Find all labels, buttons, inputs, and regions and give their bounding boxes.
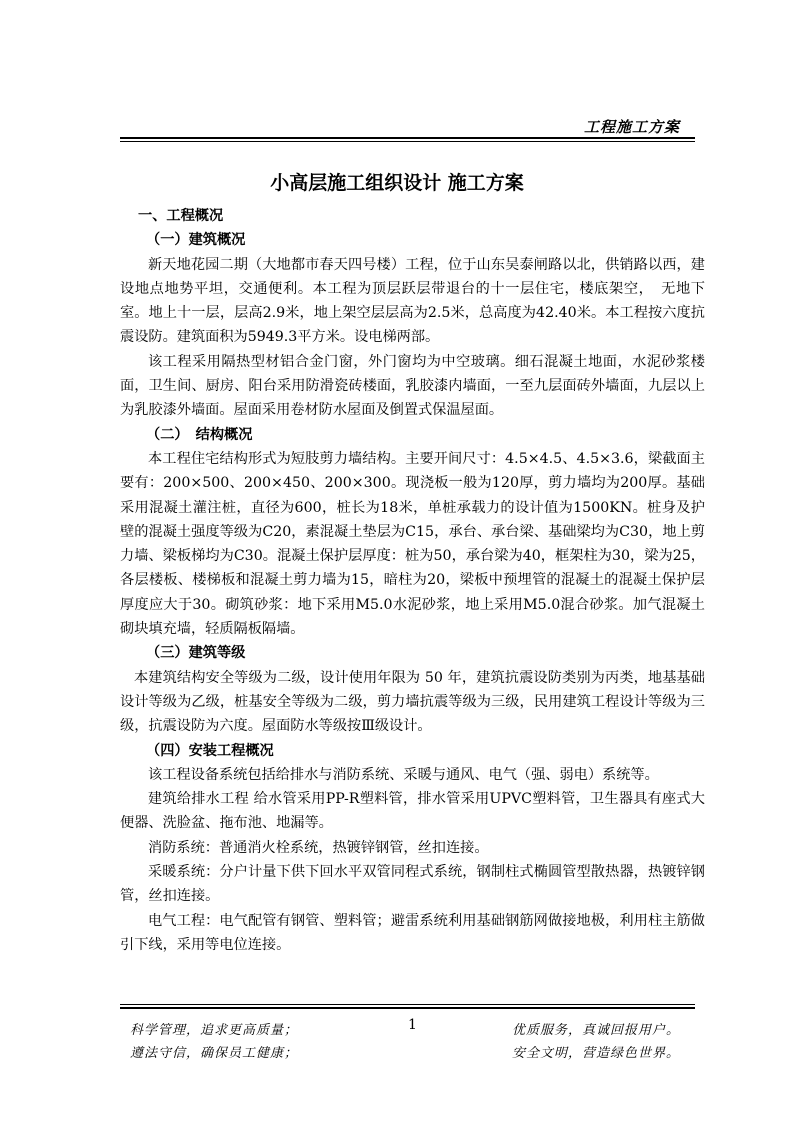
paragraph-structure: 本工程住宅结构形式为短肢剪力墙结构。主要开间尺寸：4.5×4.5、4.5×3.6，梁截面主要有：200×500、200×450、200×300。现浇板一般为120厚，剪力墙均为200厚。基础采用混凝土灌注桩，直径为600，桩长为18米，单桩承载力的设计值为1500KN。桩身及护壁的混凝土强度等级为C20，素混凝土垫层为C15，承台、承台梁、基础梁均为C30，地上剪力墙、梁板梯均为C30。混凝土保护层厚度：桩为50，承台梁为40，框架柱为30，梁为25，各层楼板、楼梯板和混凝土剪力墙为15，暗柱为20，梁板中预埋管的混凝土的混凝土保护层厚度应大于30。砌筑砂浆：地下采用M5.0水泥砂浆，地上采用M5.0混合砂浆。加气混凝土砌块填充墙，轻质隔板隔墙。: [120, 450, 705, 638]
footer-slogan-left-1: 科学管理，追求更高质量；: [130, 1023, 299, 1038]
paragraph-building-2: 该工程采用隔热型材铝合金门窗，外门窗均为中空玻璃。细石混凝土地面，水泥砂浆楼面，卫生间、厨房、阳台采用防滑瓷砖楼面，乳胶漆内墙面，一至九层面砖外墙面，九层以上为乳胶漆外墙面。屋面采用卷材防水屋面及倒置式保温屋面。: [120, 353, 705, 419]
header-title: 工程施工方案: [583, 118, 680, 136]
footer-slogan-right-2: 安全文明，营造绿色世界。: [512, 1046, 681, 1061]
footer-slogan-left-2: 遵法守信，确保员工健康；: [130, 1046, 299, 1061]
document-body: [120, 204, 705, 957]
paragraph-installation-2: 建筑给排水工程 给水管采用PP-R塑料管，排水管采用UPVC塑料管，卫生器具有座式大便器、洗脸盆、拖布池、地漏等。: [120, 791, 705, 832]
header-rule-thin: [120, 141, 695, 142]
paragraph-grade: 本建筑结构安全等级为二级，设计使用年限为 50 年，建筑抗震设防类别为丙类，地基基础设计等级为乙级，桩基安全等级为二级，剪力墙抗震等级为三级，民用建筑工程设计等级为三级，抗震设防为六度。屋面防水等级按Ⅲ级设计。: [120, 669, 705, 735]
footer-rule: [120, 1007, 695, 1009]
paragraph-installation-4: 采暖系统：分户计量下供下回水平双管同程式系统，钢制柱式椭圆管型散热器，热镀锌钢管，丝扣连接。: [120, 864, 705, 905]
footer-rule-thin: [120, 1004, 695, 1005]
header-rule: [120, 137, 695, 139]
subsection-heading-grade: （三）建筑等级: [146, 645, 246, 662]
document-title: 小高层施工组织设计 施工方案: [270, 172, 524, 194]
page-number: 1: [408, 1017, 418, 1033]
paragraph-building-1: 新天地花园二期（大地都市春天四号楼）工程，位于山东吴泰闸路以北，供销路以西，建设地点地势平坦，交通便利。本工程为顶层跃层带退台的十一层住宅，楼底架空， 无地下室。地上十一层，层高2.9米，地上架空层层高为2.5米，总高度为42.40米。本工程按六度抗震设防。建筑面积为5949.3平方米。设电梯两部。: [120, 256, 705, 346]
paragraph-installation-5: 电气工程：电气配管有钢管、塑料管；避雷系统利用基础钢筋网做接地极，利用柱主筋做引下线，采用等电位连接。: [120, 912, 705, 953]
section-heading-overview: 一、工程概况: [138, 208, 224, 224]
subsection-heading-building: （一）建筑概况: [146, 232, 246, 249]
subsection-heading-installation: （四）安装工程概况: [146, 742, 274, 759]
paragraph-installation-1: 该工程设备系统包括给排水与消防系统、采暖与通风、电气（强、弱电）系统等。: [148, 766, 659, 783]
footer-slogan-right-1: 优质服务，真诚回报用户。: [512, 1023, 681, 1038]
subsection-heading-structure: （二） 结构概况: [146, 426, 253, 443]
paragraph-installation-3: 消防系统：普通消火栓系统，热镀锌钢管，丝扣连接。: [148, 839, 489, 856]
